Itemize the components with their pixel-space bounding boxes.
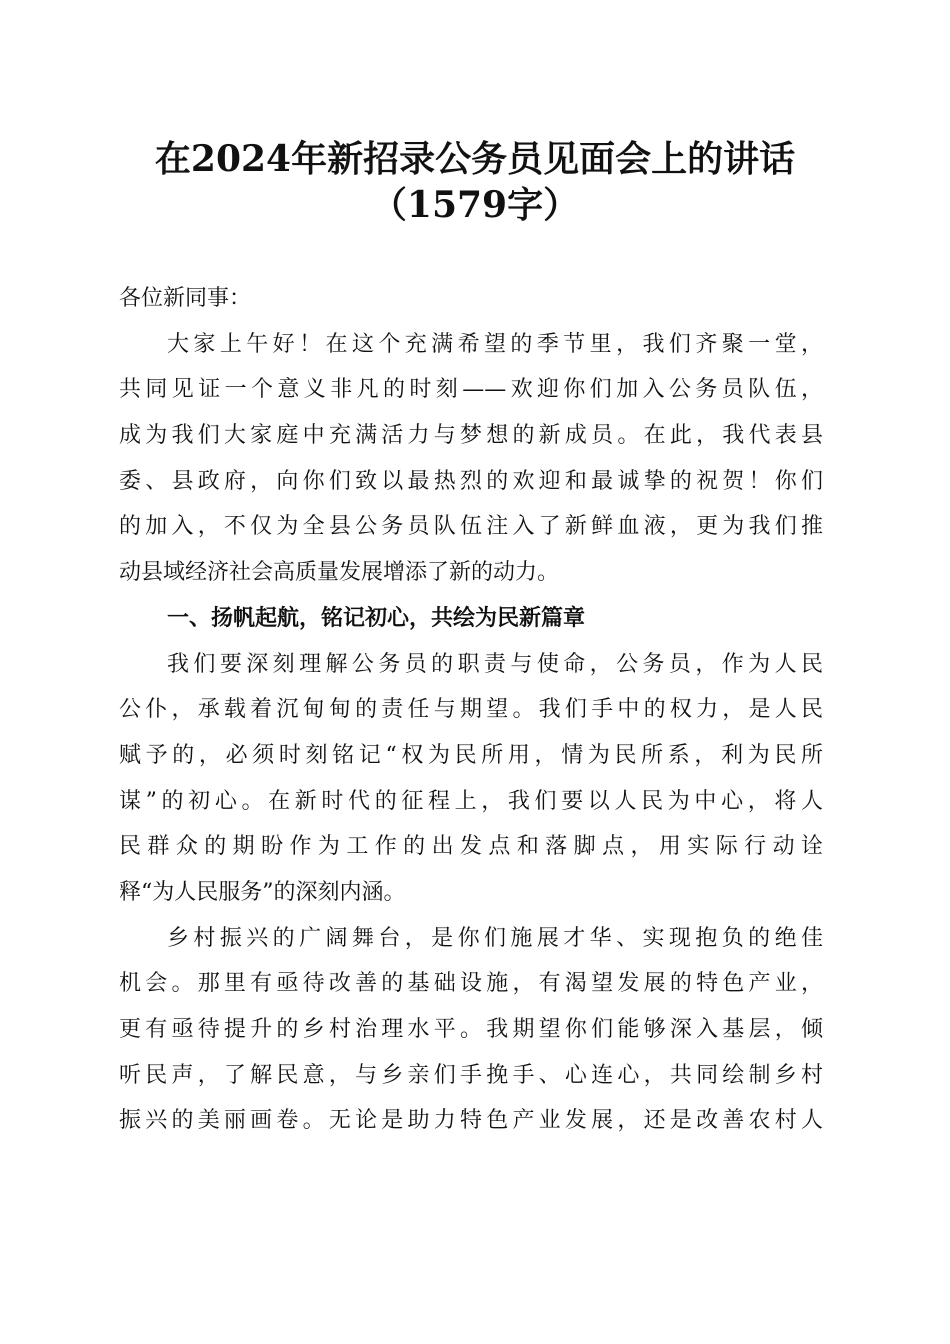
paragraph-line: 的加入，不仅为全县公务员队伍注入了新鲜血液，更为我们推	[119, 514, 823, 540]
paragraph-line: 赋予的，必须时刻铭记“权为民所用，情为民所系，利为民所	[119, 742, 823, 768]
paragraph-line: 民群众的期盼作为工作的出发点和落脚点，用实际行动诠	[119, 834, 823, 860]
paragraph-line: 共同见证一个意义非凡的时刻——欢迎你们加入公务员队伍，	[119, 377, 823, 403]
paragraph-line: 乡村振兴的广阔舞台，是你们施展才华、实现抱负的绝佳	[167, 925, 823, 951]
paragraph-3	[119, 916, 823, 1144]
paragraph-line: 释“为人民服务”的深刻内涵。	[119, 879, 406, 905]
paragraph-1	[119, 322, 823, 596]
document-body	[119, 276, 823, 1144]
paragraph-line: 成为我们大家庭中充满活力与梦想的新成员。在此，我代表县	[119, 423, 823, 449]
section-heading-1: 一、扬帆起航，铭记初心，共绘为民新篇章	[167, 605, 586, 631]
paragraph-line: 委、县政府，向你们致以最热烈的欢迎和最诚挚的祝贺！你们	[119, 468, 823, 494]
title-word-count: （1579字）	[370, 184, 580, 226]
paragraph-line: 大家上午好！在这个充满希望的季节里，我们齐聚一堂，	[167, 331, 823, 357]
paragraph-line: 听民声，了解民意，与乡亲们手挽手、心连心，共同绘制乡村	[119, 1062, 823, 1088]
paragraph-line: 我们要深刻理解公务员的职责与使命，公务员，作为人民	[167, 651, 823, 677]
paragraph-2	[119, 642, 823, 916]
paragraph-line: 公仆，承载着沉甸甸的责任与期望。我们手中的权力，是人民	[119, 697, 823, 723]
paragraph-line: 谋”的初心。在新时代的征程上，我们要以人民为中心，将人	[119, 788, 823, 814]
paragraph-line: 机会。那里有亟待改善的基础设施，有渴望发展的特色产业，	[119, 971, 823, 997]
paragraph-line: 更有亟待提升的乡村治理水平。我期望你们能够深入基层，倾	[119, 1017, 823, 1042]
paragraph-line: 动县域经济社会高质量发展增添了新的动力。	[119, 560, 560, 586]
salutation: 各位新同事：	[119, 286, 252, 311]
document-title	[100, 136, 850, 228]
paragraph-line: 振兴的美丽画卷。无论是助力特色产业发展，还是改善农村人	[119, 1108, 823, 1134]
title-main: 在2024年新招录公务员见面会上的讲话	[154, 138, 796, 180]
